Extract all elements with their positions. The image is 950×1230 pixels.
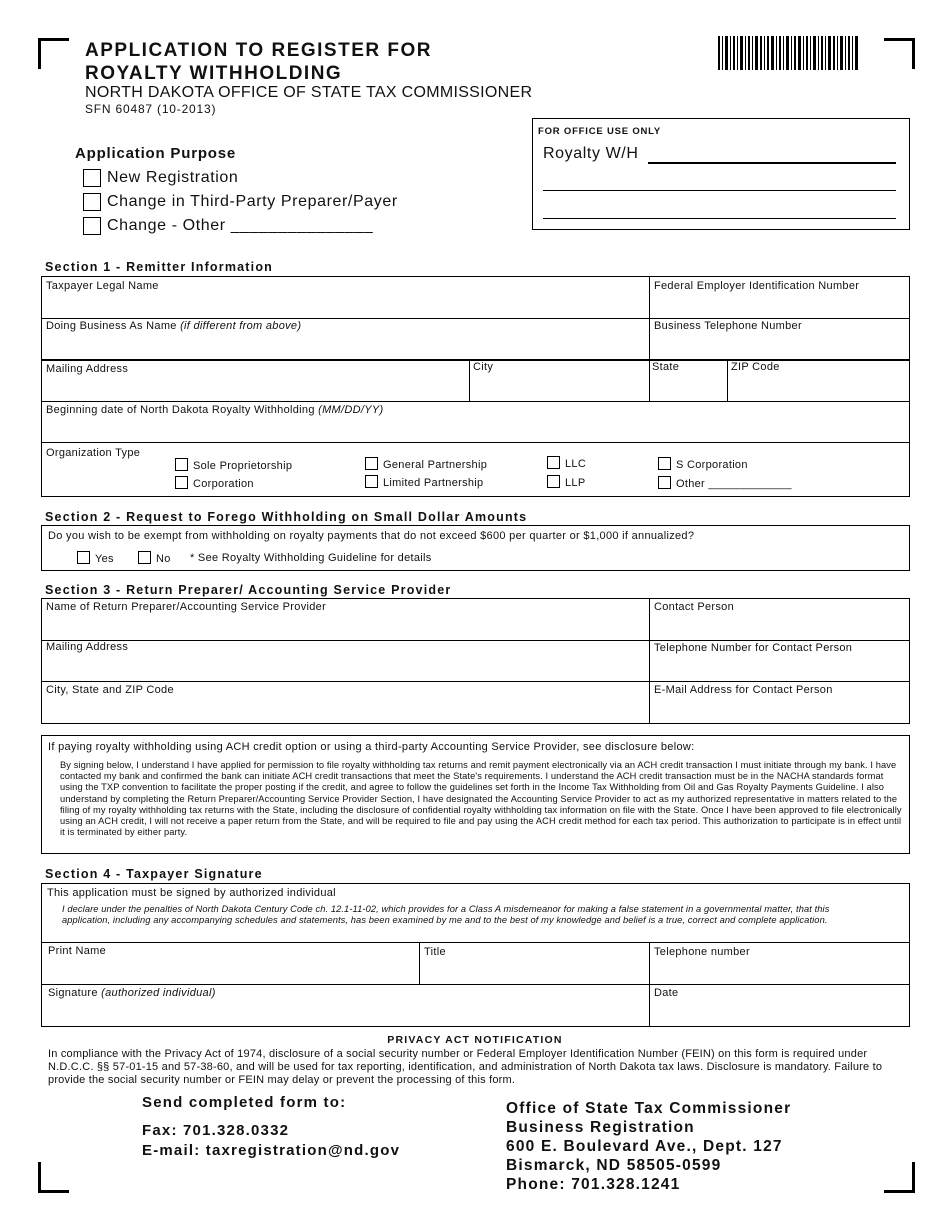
org-llc[interactable] [547,456,586,470]
org-general-partnership[interactable] [365,457,487,471]
contact-email-field[interactable]: E-Mail Address for Contact Person [654,684,833,696]
form-title [85,39,432,85]
must-sign-note: This application must be signed by authorized individual [47,887,336,899]
checkbox[interactable] [83,193,101,211]
divider [649,276,650,402]
divider [41,942,910,943]
section2-title: Section 2 - Request to Forego Withholding on Small Dollar Amounts [45,510,528,524]
print-name-field[interactable]: Print Name [48,945,107,957]
form-title-line1: APPLICATION TO REGISTER FOR [85,40,432,61]
checkbox[interactable] [83,217,101,235]
org-sole-proprietorship[interactable] [175,458,292,472]
dba-label: Doing Business As Name [46,320,177,332]
guideline-note: * See Royalty Withholding Guideline for details [190,552,432,564]
org-label: LLC [565,458,587,470]
divider [649,598,650,724]
dba-field[interactable] [46,320,301,332]
divider [649,942,650,1027]
divider [727,359,728,402]
org-label: LLP [565,477,586,489]
date-field[interactable]: Date [654,987,679,999]
checkbox[interactable] [77,551,90,564]
corner-mark-top-left [38,38,69,69]
send-email[interactable]: E-mail: taxregistration@nd.gov [142,1142,401,1159]
section3-table [41,598,910,724]
royalty-wh-line[interactable] [648,162,896,164]
disclosure-text: By signing below, I understand I have applied for permission to file royalty withholding tax returns and remit payment electronically via an ACH credit transaction I must initiate through my bank. I have contacted my bank and confirmed the bank can initiate ACH credit transactions that meet the State's requirements. I understand the ACH credit transaction must be in the NACHA standards format using the TXP convention to facilitate the proper posting if the credit, and agree to follow the guidelines set forth in the Income Tax Withholding from Oil and Gas Royalty Payments Guideline. I also understand by completing the Return Preparer/Accounting Service Provider Section, I have designated the Accounting Service Provider to act as my authorized representative in matters related to the filing of my royalty withholding tax returns with the State, including the disclosure of confidential royalty withholding tax information on file with the State. Once I have been approved to file electronically using an ACH credit, I will not receive a paper return from the State, and will be required to file and pay using the ACH credit method for each tax period. This authorization to participate is in effect until it is terminated by either party. [60,760,902,838]
divider [41,442,910,443]
org-other[interactable] [658,476,792,490]
privacy-text: In compliance with the Privacy Act of 1974, disclosure of a social security number or Federal Employer Identification Number (FEIN) on this form is required under N.D.C.C. §§ 57-01-15 and 57-38-60, and will be used for tax reporting, identification, and administration of North Dakota tax laws. Disclosure is mandatory. Failure to provide the social security number or FEIN may delay or prevent the processing of this form. [48,1048,883,1086]
address-line: 600 E. Boulevard Ave., Dept. 127 [506,1138,783,1155]
section3-title: Section 3 - Return Preparer/ Accounting Service Provider [45,583,452,597]
no-label: No [156,553,171,565]
signature-label: Signature [48,987,98,999]
yes-label: Yes [95,553,114,565]
office-use-line [543,190,896,191]
form-number: SFN 60487 (10-2013) [85,102,217,116]
corner-mark-top-right [884,38,915,69]
business-phone-field[interactable]: Business Telephone Number [654,320,802,332]
send-heading: Send completed form to: [142,1094,347,1111]
purpose-label: New Registration [107,169,239,186]
org-label: Other _____________ [676,478,792,490]
state-field[interactable]: State [652,361,680,373]
checkbox[interactable] [175,458,188,471]
agency-name: NORTH DAKOTA OFFICE OF STATE TAX COMMISSIONER [85,84,533,101]
signer-phone-field[interactable]: Telephone number [654,946,750,958]
office-use-heading: FOR OFFICE USE ONLY [538,126,662,137]
mailing-address-block [506,1099,791,1194]
checkbox[interactable] [83,169,101,187]
royalty-wh-label: Royalty W/H [543,145,639,162]
dba-note: (if different from above) [180,320,302,332]
org-corporation[interactable] [175,476,254,490]
address-line: Bismarck, ND 58505-0599 [506,1157,722,1174]
org-label: Sole Proprietorship [193,460,293,472]
privacy-heading: PRIVACY ACT NOTIFICATION [387,1034,563,1046]
checkbox[interactable] [547,456,560,469]
org-type-label: Organization Type [46,447,141,459]
taxpayer-legal-name-field[interactable]: Taxpayer Legal Name [46,280,159,292]
org-label: Corporation [193,478,254,490]
zip-field[interactable]: ZIP Code [731,361,780,373]
barcode [718,36,858,70]
send-fax: Fax: 701.328.0332 [142,1122,290,1139]
divider [41,984,910,985]
declaration-text: I declare under the penalties of North Dakota Century Code ch. 12.1-11-02, which provides for a Class A misdemeanor for making a false statement in a governmental matter, that this application, including any accompanying schedules and statements, has been examined by me and to the best of my knowledge and belief is a true, correct and complete application. [62,904,830,926]
signature-field[interactable] [48,987,216,999]
purpose-label: Change in Third-Party Preparer/Payer [107,193,398,210]
beginning-date-format: (MM/DD/YY) [318,404,384,416]
purpose-label: Change - Other _______________ [107,217,374,234]
purpose-new-registration[interactable] [83,169,238,187]
org-label: General Partnership [383,459,488,471]
signature-note: (authorized individual) [101,987,216,999]
disclosure-heading: If paying royalty withholding using ACH credit option or using a third-party Accounting Service Provider, see disclosure below: [48,741,695,753]
preparer-city-state-zip-field[interactable]: City, State and ZIP Code [46,684,174,696]
org-s-corporation[interactable] [658,457,748,471]
preparer-name-field[interactable]: Name of Return Preparer/Accounting Service Provider [46,601,327,613]
org-label: S Corporation [676,459,748,471]
office-use-line [543,218,896,219]
application-purpose-heading: Application Purpose [75,145,237,162]
checkbox[interactable] [658,476,671,489]
divider [41,681,910,682]
checkbox[interactable] [658,457,671,470]
org-llp[interactable] [547,475,585,489]
divider [41,318,910,319]
exempt-yes[interactable] [77,551,114,565]
checkbox[interactable] [175,476,188,489]
divider [469,359,470,402]
title-field[interactable]: Title [424,946,446,958]
address-line: Phone: 701.328.1241 [506,1176,681,1193]
mailing-address-field[interactable]: Mailing Address [46,363,129,375]
corner-mark-bottom-right [884,1162,915,1193]
city-field[interactable]: City [473,361,494,373]
section4-title: Section 4 - Taxpayer Signature [45,867,263,881]
purpose-change-third-party[interactable] [83,193,398,211]
address-line: Business Registration [506,1119,695,1136]
preparer-mailing-address-field[interactable]: Mailing Address [46,641,129,653]
checkbox[interactable] [365,457,378,470]
exempt-no[interactable] [138,551,171,565]
divider [41,640,910,641]
org-label: Limited Partnership [383,477,484,489]
contact-person-field[interactable]: Contact Person [654,601,735,613]
contact-phone-field[interactable]: Telephone Number for Contact Person [654,642,853,654]
checkbox[interactable] [547,475,560,488]
checkbox[interactable] [365,475,378,488]
section1-title: Section 1 - Remitter Information [45,260,274,274]
address-line: Office of State Tax Commissioner [506,1100,792,1117]
org-limited-partnership[interactable] [365,475,483,489]
form-title-line2: ROYALTY WITHHOLDING [85,63,343,84]
exemption-question: Do you wish to be exempt from withholding on royalty payments that do not exceed $600 per quarter or $1,000 if annualized? [48,530,695,542]
purpose-change-other[interactable] [83,217,373,235]
divider [41,401,910,402]
beginning-date-label: Beginning date of North Dakota Royalty Withholding [46,404,315,416]
beginning-date-field[interactable] [46,404,383,416]
corner-mark-bottom-left [38,1162,69,1193]
checkbox[interactable] [138,551,151,564]
divider [419,942,420,985]
fein-field[interactable]: Federal Employer Identification Number [654,280,860,292]
